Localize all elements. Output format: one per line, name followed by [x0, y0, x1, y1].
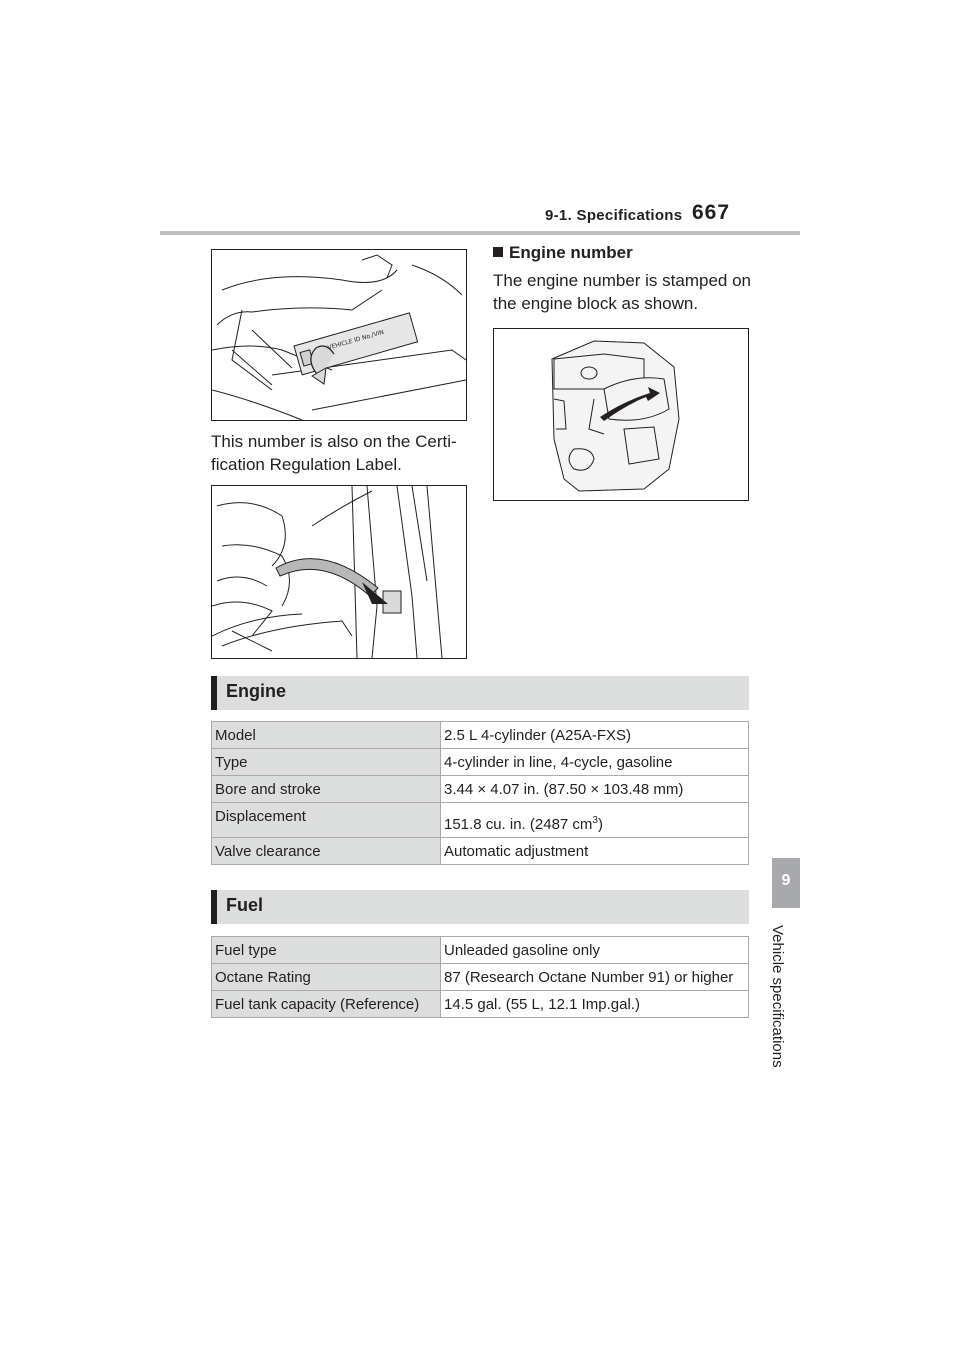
table-row [212, 964, 749, 991]
displacement-value: 151.8 cu. in. (2487 cm [444, 816, 593, 833]
fuel-spec-table [211, 936, 749, 1018]
table-row [212, 776, 749, 803]
spec-value: 4-cylinder in line, 4-cycle, gasoline [441, 749, 749, 776]
table-row [212, 749, 749, 776]
spec-key: Valve clearance [212, 838, 441, 865]
header-rule [160, 231, 800, 235]
engine-number-heading-text: Engine number [509, 243, 633, 262]
engine-section-title: Engine [226, 681, 287, 701]
vin-plate-label: VEHICLE ID No./VIN [326, 328, 385, 352]
spec-key: Fuel tank capacity (Reference) [212, 991, 441, 1018]
engine-spec-table [211, 721, 749, 865]
spec-value: 87 (Research Octane Number 91) or higher [441, 964, 749, 991]
chapter-number: 9 [781, 872, 791, 889]
engine-number-paragraph: The engine number is stamped on the engine block as shown. [493, 271, 751, 313]
certification-label-illustration [211, 485, 467, 659]
spec-value: 14.5 gal. (55 L, 12.1 Imp.gal.) [441, 991, 749, 1018]
table-row [212, 991, 749, 1018]
bullet-square-icon [493, 247, 503, 257]
spec-key: Type [212, 749, 441, 776]
fuel-section-title: Fuel [226, 895, 264, 915]
cert-label-paragraph: This number is also on the Certi-fication Regulation Label. [211, 432, 457, 474]
section-title: 9-1. Specifications [545, 207, 683, 224]
table-row [212, 838, 749, 865]
displacement-value-tail: ) [597, 816, 603, 833]
spec-key: Octane Rating [212, 964, 441, 991]
table-row [212, 722, 749, 749]
engine-section-header [211, 676, 749, 710]
vin-plate-illustration [211, 249, 467, 421]
spec-value: Unleaded gasoline only [441, 937, 749, 964]
chapter-label: Vehicle specifications [769, 925, 786, 1068]
spec-key: Displacement [212, 803, 441, 838]
spec-value: 2.5 L 4-cylinder (A25A-FXS) [441, 722, 749, 749]
page-number: 667 [692, 201, 731, 224]
spec-value: 3.44 × 4.07 in. (87.50 × 103.48 mm) [441, 776, 749, 803]
fuel-section-header [211, 890, 749, 924]
table-row [212, 937, 749, 964]
section-marker [211, 676, 217, 710]
engine-number-heading [493, 243, 633, 263]
spec-value [441, 803, 749, 838]
displacement-unit-exponent: 3 [592, 815, 598, 826]
section-marker [211, 890, 217, 924]
spec-key: Model [212, 722, 441, 749]
spec-key: Fuel type [212, 937, 441, 964]
spec-key: Bore and stroke [212, 776, 441, 803]
spec-value: Automatic adjustment [441, 838, 749, 865]
table-row [212, 803, 749, 838]
engine-block-illustration [493, 328, 749, 501]
